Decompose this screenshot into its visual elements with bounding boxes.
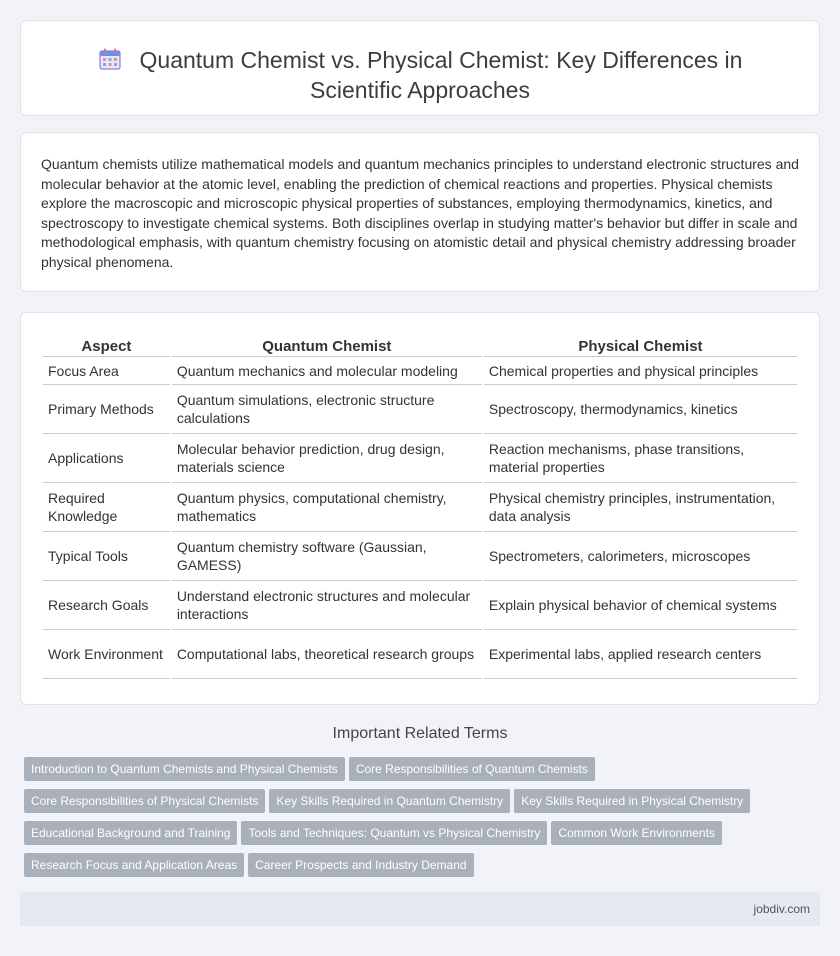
aspect-cell: Work Environment [43,630,170,679]
tag-row [24,853,824,885]
quantum-cell: Understand electronic structures and molecular interactions [172,581,482,630]
aspect-cell: Required Knowledge [43,483,170,532]
table-row [43,581,797,630]
table-row [43,434,797,483]
related-term-tag[interactable]: Introduction to Quantum Chemists and Physical Chemists [24,757,345,781]
table-row [43,630,797,679]
calendar-icon [98,47,122,71]
quantum-cell: Quantum physics, computational chemistry, mathematics [172,483,482,532]
title-line-1: Quantum Chemist vs. Physical Chemist: Key Differences in [139,47,743,73]
physical-cell: Chemical properties and physical principles [484,357,797,385]
footer-site-link[interactable]: jobdiv.com [753,902,810,916]
physical-cell: Experimental labs, applied research centers [484,630,797,679]
related-term-tag[interactable]: Research Focus and Application Areas [24,853,244,877]
aspect-cell: Focus Area [43,357,170,385]
header-physical-chemist: Physical Chemist [484,335,797,357]
header-quantum-chemist: Quantum Chemist [172,335,482,357]
aspect-cell: Typical Tools [43,532,170,581]
table-row [43,385,797,434]
aspect-cell: Primary Methods [43,385,170,434]
page-title [21,45,819,105]
table-row [43,483,797,532]
related-term-tag[interactable]: Tools and Techniques: Quantum vs Physical Chemistry [241,821,547,845]
tag-row [24,821,824,853]
footer [20,892,820,926]
aspect-cell: Applications [43,434,170,483]
quantum-cell: Molecular behavior prediction, drug design, materials science [172,434,482,483]
quantum-cell: Computational labs, theoretical research groups [172,630,482,679]
physical-cell: Reaction mechanisms, phase transitions, material properties [484,434,797,483]
related-term-tag[interactable]: Core Responsibilities of Physical Chemists [24,789,265,813]
related-term-tag[interactable]: Common Work Environments [551,821,722,845]
quantum-cell: Quantum mechanics and molecular modeling [172,357,482,385]
intro-card [20,132,820,292]
intro-paragraph: Quantum chemists utilize mathematical models and quantum mechanics principles to understand electronic structures and molecular behavior at the atomic level, enabling the prediction of chemical reactions and properties. Physical chemists explore the macroscopic and microscopic physical properties of substances, employing thermodynamics, kinetics, and spectroscopy to investigate chemical systems. Both disciplines overlap in studying matter's behavior but differ in scale and methodological emphasis, with quantum chemistry focusing on atomistic detail and physical chemistry addressing broader physical phenomena. [41,156,799,270]
related-term-tag[interactable]: Career Prospects and Industry Demand [248,853,473,877]
aspect-cell: Research Goals [43,581,170,630]
quantum-cell: Quantum simulations, electronic structure calculations [172,385,482,434]
physical-cell: Physical chemistry principles, instrumentation, data analysis [484,483,797,532]
related-terms-list [24,757,824,885]
header-card [20,20,820,116]
related-term-tag[interactable]: Key Skills Required in Physical Chemistry [514,789,750,813]
comparison-card [20,312,820,705]
tag-row [24,757,824,789]
physical-cell: Spectroscopy, thermodynamics, kinetics [484,385,797,434]
table-row [43,357,797,385]
related-terms-heading: Important Related Terms [332,725,508,742]
related-term-tag[interactable]: Educational Background and Training [24,821,237,845]
header-aspect: Aspect [43,335,170,357]
related-term-tag[interactable]: Key Skills Required in Quantum Chemistry [269,789,510,813]
tag-row [24,789,824,821]
table-row [43,532,797,581]
comparison-table [41,335,799,679]
table-header-row [43,335,797,357]
physical-cell: Spectrometers, calorimeters, microscopes [484,532,797,581]
quantum-cell: Quantum chemistry software (Gaussian, GAMESS) [172,532,482,581]
related-term-tag[interactable]: Core Responsibilities of Quantum Chemists [349,757,595,781]
title-line-2: Scientific Approaches [310,77,530,103]
physical-cell: Explain physical behavior of chemical systems [484,581,797,630]
